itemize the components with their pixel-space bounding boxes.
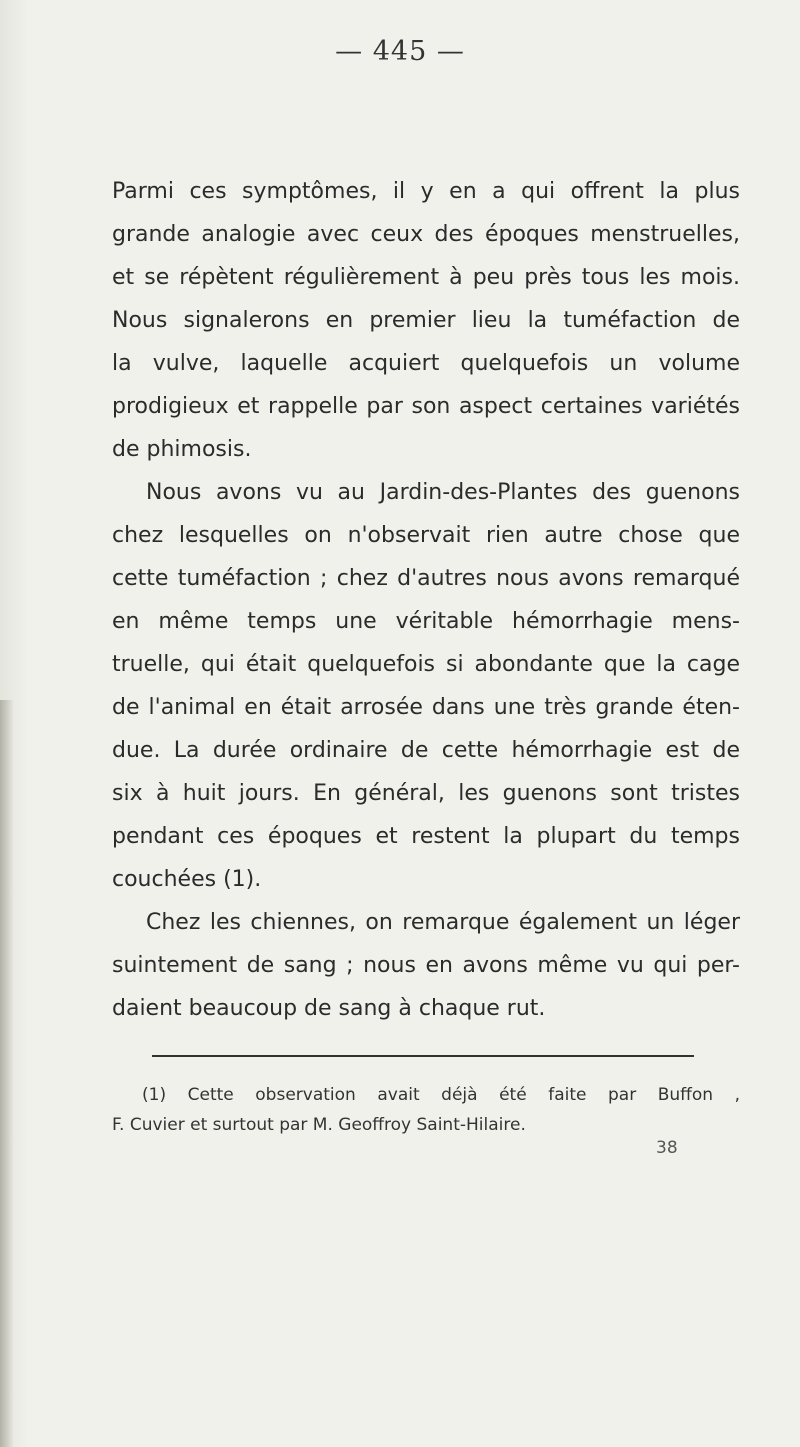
page-edge-shadow [0,700,14,1447]
page-number-header: — 445 — [335,36,465,67]
text-line: Chez les chiennes, on remarque également un léger [146,910,740,935]
text-line: couchées (1). [112,867,262,892]
footnote-line: F. Cuvier et surtout par M. Geoffroy Saint-Hilaire. [112,1115,526,1135]
text-line: et se répètent régulièrement à peu près tous les mois. [112,265,740,290]
footnote [112,1080,740,1140]
text-line: la vulve, laquelle acquiert quelquefois un volume [112,351,740,376]
text-line: en même temps une véritable hémorrhagie mens- [112,609,740,634]
text-line: Nous signalerons en premier lieu la tuméfaction de [112,308,740,333]
text-line: due. La durée ordinaire de cette hémorrhagie est de [112,738,740,763]
footnote-line: (1) Cette observation avait déjà été faite par Buffon , [142,1085,740,1105]
text-line: truelle, qui était quelquefois si abondante que la cage [112,652,740,677]
text-line: Nous avons vu au Jardin-des-Plantes des guenons [146,480,740,505]
text-line: six à huit jours. En général, les guenons sont tristes [112,781,740,806]
text-line: de phimosis. [112,437,252,462]
body-text [112,170,740,1030]
text-line: suintement de sang ; nous en avons même vu qui per- [112,953,740,978]
text-line: daient beaucoup de sang à chaque rut. [112,996,546,1021]
text-line: cette tuméfaction ; chez d'autres nous avons remarqué [112,566,740,591]
text-line: Parmi ces symptômes, il y en a qui offrent la plus [112,179,740,204]
text-line: grande analogie avec ceux des époques menstruelles, [112,222,740,247]
signature-mark: 38 [656,1138,678,1158]
text-line: de l'animal en était arrosée dans une très grande éten- [112,695,740,720]
text-line: prodigieux et rappelle par son aspect certaines variétés [112,394,740,419]
text-line: pendant ces époques et restent la plupart du temps [112,824,740,849]
text-line: chez lesquelles on n'observait rien autre chose que [112,523,740,548]
footnote-divider [152,1055,694,1057]
